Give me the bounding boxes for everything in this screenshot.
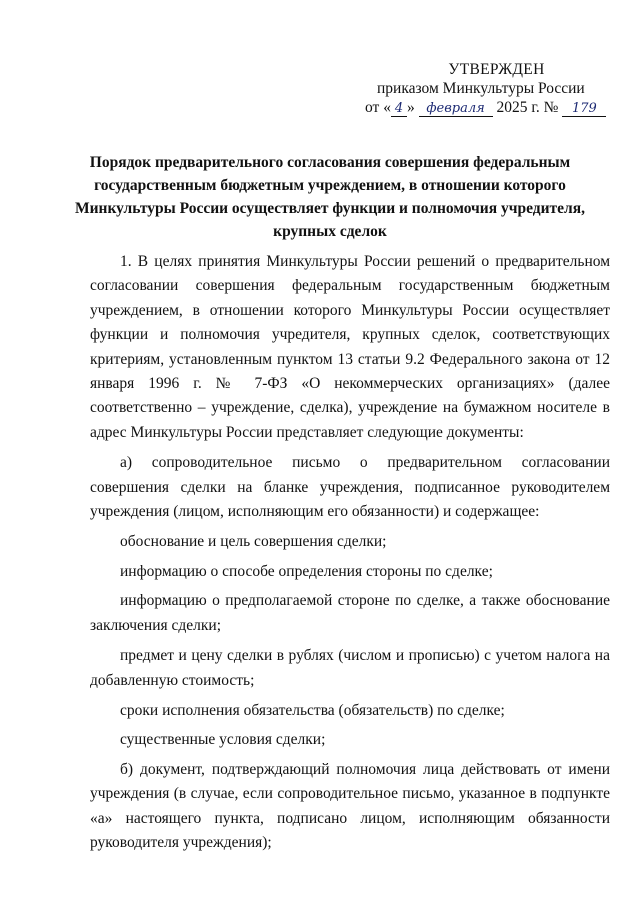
paragraph-b: б) документ, подтверждающий полномочия лица действовать от имени учреждения (в случае, если сопроводительное письмо, указанное в подпункте «а» настоящего пункта, подписано лицом, исполняющим обязанности руководителя учреждения); xyxy=(90,760,610,851)
list-item-conditions: существенные условия сделки; xyxy=(120,731,326,749)
paragraph-a: а) сопроводительное письмо о предварительном согласовании совершения сделки на бланке учреждения, подписанное руководителем учреждения (лицом, исполняющим его обязанности) и содержащее: xyxy=(90,454,610,521)
list-item-method: информацию о способе определения стороны по сделке; xyxy=(120,562,493,580)
date-year: 2025 г. № xyxy=(492,99,563,116)
approval-order-line: приказом Минкультуры России xyxy=(377,80,585,97)
list-item-price: предмет и цену сделки в рублях (числом и прописью) с учетом налога на добавленную стоимость; xyxy=(90,647,610,689)
date-mid: » xyxy=(406,99,419,116)
list-item-party: информацию о предполагаемой стороне по сделке, а также обоснование заключения сделки; xyxy=(90,592,610,634)
list-item-purpose: обоснование и цель совершения сделки; xyxy=(120,533,387,551)
handwritten-month: февраля xyxy=(419,102,493,117)
handwritten-order-number: 179 xyxy=(562,102,606,117)
handwritten-day: 4 xyxy=(391,102,407,117)
approval-stamp xyxy=(365,60,600,117)
date-prefix: от « xyxy=(365,99,391,116)
list-item-terms: сроки исполнения обязательства (обязательств) по сделке; xyxy=(120,701,505,719)
paragraph-1: 1. В целях принятия Минкультуры России решений о предварительном согласовании совершения федеральным государственным бюджетным учреждением, в отношении которого Минкультуры России осуществляет функции и полномочия учредителя, крупных сделок, соответствующих критериям, установленным пунктом 13 статьи 9.2 Федерального закона от 12 января 1996 г. № 7-ФЗ «О некоммерческих организациях» (далее соответственно – учреждение, сделка), учреждение на бумажном носителе в адрес Минкультуры России представляет следующие документы: xyxy=(90,253,610,441)
document-body xyxy=(90,250,610,861)
approval-date-line xyxy=(365,98,600,117)
approval-title: УТВЕРЖДЕН xyxy=(448,61,545,78)
document-title: Порядок предварительного согласования совершения федеральным государственным бюджетным учреждением, в отношении которого Минкультуры России осуществляет функции и полномочия учредителя, крупных сделок xyxy=(74,154,586,240)
